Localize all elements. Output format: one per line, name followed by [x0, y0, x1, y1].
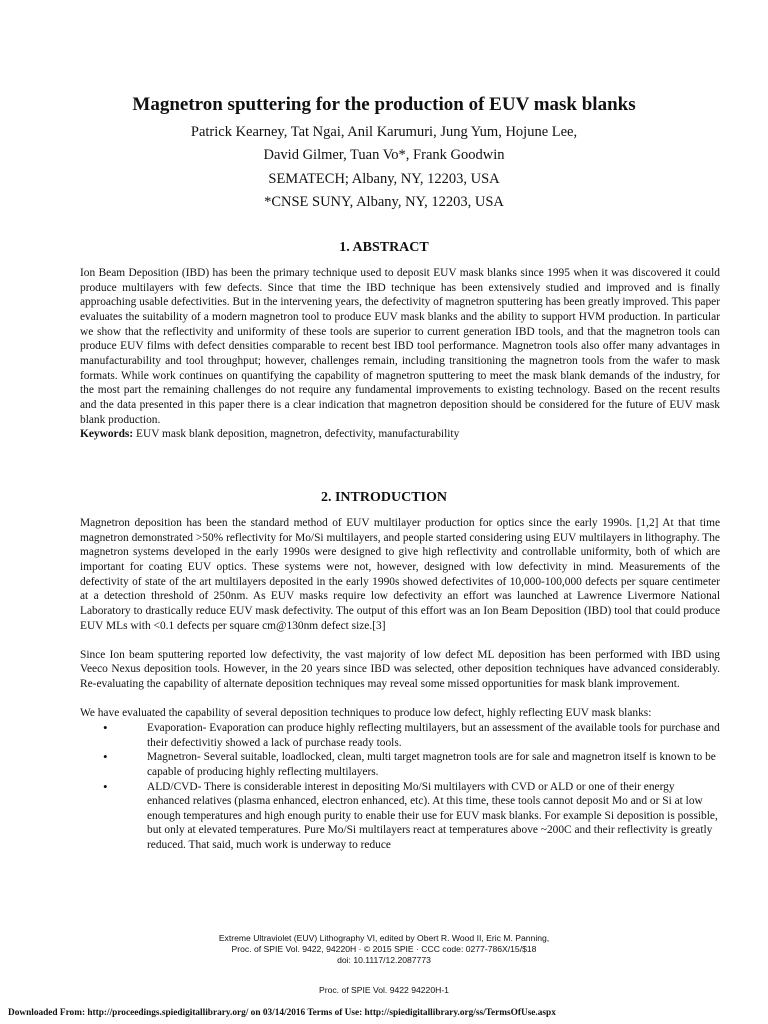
bullet-icon: •	[103, 778, 108, 794]
abstract-heading: 1. ABSTRACT	[339, 240, 429, 255]
download-notice: Downloaded From: http://proceedings.spiedigitallibrary.org/ on 03/14/2016 Terms of Use: http://spiedigitallibrary.org/ss/TermsOfUse.aspx	[8, 1008, 556, 1018]
abstract-text: Ion Beam Deposition (IBD) has been the primary technique used to deposit EUV mask blanks since 1995 when it was discovered it could produce multilayers with few defects. Since that time the IBD technique has been extensively studied and improved and is finally approaching usable defectivities. But in the intervening years, the defectivity of magnetron sputtering has been greatly improved. This paper evaluates the suitability of a modern magnetron tool to produce EUV mask blanks and the ability to support HVM production. In particular we show that the reflectivity and uniformity of these tools are superior to current generation IBD tools, and that the magnetron tools can produce EUV films with defect densities comparable to recent best IBD tool performance. Magnetron tools also offer many advantages in manufacturability and tool throughput; however, challenges remain, including transitioning the magnetron tools from the wafer to mask formats. While work continues on quantifying the capability of magnetron sputtering to meet the mask blank demands of the industry, for the most part the remaining challenges do not require any fundamental improvements to existing technology. Based on the recent results and the data presented in this paper there is a clear indication that magnetron deposition should be considered for the future of EUV mask blank production.	[80, 267, 720, 426]
doi-line: doi: 10.1117/12.2087773	[337, 955, 431, 966]
paper-title: Magnetron sputtering for the production of EUV mask blanks	[132, 94, 636, 115]
list-item	[80, 780, 720, 853]
list-item	[80, 721, 720, 750]
page-number: Proc. of SPIE Vol. 9422 94220H-1	[319, 985, 449, 995]
intro-paragraph: Magnetron deposition has been the standard method of EUV multilayer production for optics since the early 1990s. [1,2] At that time magnetron demonstrated >50% reflectivity for Mo/Si multilayers, and people started considering using EUV multilayers in lithography. The magnetron systems developed in the early 1990s were designed to give high reflectivity and controllable uniformity, both of which are important for coating EUV optics. These systems were not, however, designed with low defectivity in mind. Measurements of the defectivity of state of the art multilayers deposited in the early 1990s showed defectivites of 10,000-100,000 defects per square centimeter at a detection threshold of 250nm. As EUV masks require low defectivity an effort was launched at Lawrence Livermore National Laboratory to drastically reduce EUV mask defectivity. The output of this effort was an Ion Beam Deposition (IBD) tool that could produce EUV MLs with <0.1 defects per square cm@130nm defect size.[3]	[80, 517, 720, 632]
affiliation-line: *CNSE SUNY, Albany, NY, 12203, USA	[264, 193, 504, 210]
keywords-line	[80, 427, 720, 442]
keywords-label: Keywords:	[80, 428, 134, 441]
citation-line: Proc. of SPIE Vol. 9422, 94220H · © 2015 SPIE · CCC code: 0277-786X/15/$18	[231, 944, 537, 955]
abstract-section	[80, 266, 720, 442]
introduction-heading: 2. INTRODUCTION	[320, 490, 447, 505]
author-line: Patrick Kearney, Tat Ngai, Anil Karumuri, Jung Yum, Hojune Lee,	[190, 124, 578, 140]
keywords-text: EUV mask blank deposition, magnetron, defectivity, manufacturability	[133, 428, 460, 441]
intro-paragraph: Since Ion beam sputtering reported low defectivity, the vast majority of low defect ML deposition has been performed with IBD using Veeco Nexus deposition tools. However, in the 20 years since IBD was selected, other deposition techniques have advanced considerably. Re-evaluating the capability of alternate deposition techniques may reveal some missed opportunities for mask blank improvement.	[80, 648, 720, 691]
intro-paragraph: We have evaluated the capability of several deposition techniques to produce low defect, highly reflecting EUV mask blanks:	[80, 707, 652, 720]
affiliation-line: SEMATECH; Albany, NY, 12203, USA	[268, 170, 500, 187]
author-line: David Gilmer, Tuan Vo*, Frank Goodwin	[263, 147, 505, 164]
bullet-icon: •	[103, 749, 108, 765]
citation-line: Extreme Ultraviolet (EUV) Lithography VI, edited by Obert R. Wood II, Eric M. Panning,	[218, 933, 550, 943]
bullet-icon: •	[103, 719, 108, 735]
introduction-section	[80, 516, 720, 853]
list-item-text: ALD/CVD- There is considerable interest in depositing Mo/Si multilayers with CVD or ALD or one of their energy enhanced relatives (plasma enhanced, electron enhanced, etc). At this time, these tools cannot deposit Mo and or Si at low enough temperatures and high enough purity to enable their use for EUV mask blanks. For example Si deposition is possible, but only at elevated temperatures. Pure Mo/Si multilayers react at temperatures above ~200C and their reflectivity is greatly reduced. That said, much work is underway to reduce	[147, 780, 718, 852]
list-item-text: Evaporation- Evaporation can produce highly reflecting multilayers, but an assessment of the available tools for purchase and their defectivitiy showed a lack of purchase ready tools.	[147, 721, 720, 749]
author-block	[0, 121, 768, 214]
list-item	[80, 750, 720, 779]
citation-footer	[0, 933, 768, 967]
list-item-text: Magnetron- Several suitable, loadlocked, clean, multi target magnetron tools are for sale and magnetron itself is known to be capable of producing highly reflecting multilayers.	[147, 751, 716, 778]
technique-list	[80, 721, 720, 853]
